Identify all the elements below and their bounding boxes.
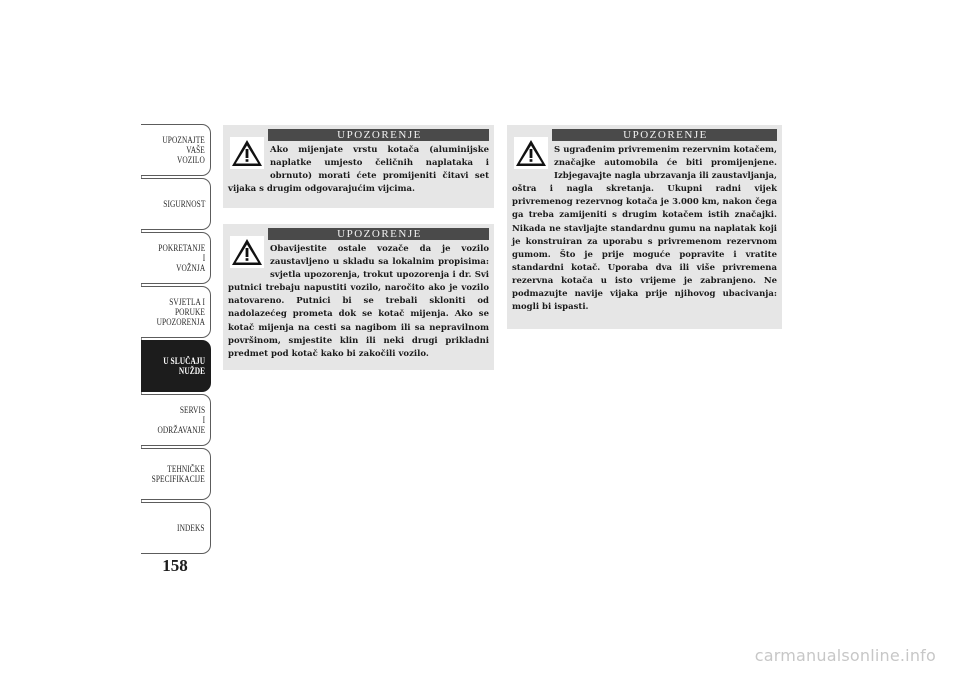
tab-pokretanje-i-voznja[interactable]: [141, 232, 211, 284]
warning-title: UPOZORENJE: [268, 129, 489, 141]
tab-sigurnost[interactable]: [141, 178, 211, 230]
tab-label: TEHNIČKE SPECIFIKACIJE: [151, 464, 205, 484]
warning-text: S ugrađenim privremenim rezervnim kotačem, značajke automobila će biti promijenjene. Izbjegavajte nagla ubrzavanja ili zaustavljanja, oštra i nagla skretanja. Ukupni radni vijek privremenog rezervnog kotača je 3.000 km, nakon čega ga treba zamijeniti s drugim kotačem istih značajki. Nikada ne stavljajte standardnu gumu na naplatak koji je konstruiran za uporabu s privremenom rezervnom gumom. Što je prije moguće popravite i vratite standardni kotač. Uporaba dva ili više privremena rezervna kotača u isto vrijeme je zabranjeno. Ne podmazujte navije vijaka prije njihovog ubacivanja: mogli bi ispasti.: [512, 145, 777, 313]
warning-box-wheel-type: [223, 125, 494, 208]
tab-label: INDEKS: [177, 523, 205, 533]
warning-title: UPOZORENJE: [268, 228, 489, 240]
tab-label: U SLUČAJU NUŽDE: [163, 356, 205, 376]
tab-indeks[interactable]: [141, 502, 211, 554]
tab-u-slucaju-nuzde[interactable]: [141, 340, 211, 392]
tab-label: SIGURNOST: [162, 199, 205, 209]
tab-label: UPOZNAJTE VAŠE VOZILO: [162, 135, 205, 165]
tab-label: SVJETLA I PORUKE UPOZORENJA: [156, 297, 205, 327]
tab-tehnicke-specifikacije[interactable]: [141, 448, 211, 500]
warning-title: UPOZORENJE: [552, 129, 777, 141]
warning-box-temporary-spare: [507, 125, 782, 329]
warning-text: Ako mijenjate vrstu kotača (aluminijske naplatke umjesto čeličnih naplataka i obrnuto) morati ćete promijeniti čitavi set vijaka s drugim odgovarajućim vijcima.: [228, 145, 489, 195]
page-number: 158: [162, 556, 188, 575]
tab-svjetla-i-poruke-upozorenja[interactable]: [141, 286, 211, 338]
warning-box-inform-drivers: [223, 224, 494, 370]
warning-triangle-icon: [230, 137, 264, 169]
tab-upoznajte-vase-vozilo[interactable]: [141, 124, 211, 176]
warning-triangle-icon: [230, 236, 264, 268]
warning-text: Obavijestite ostale vozače da je vozilo zaustavljeno u skladu sa lokalnim propisima: svjetla upozorenja, trokut upozorenja i dr. Svi putnici trebaju napustiti vozilo, naročito ako je vozilo natovareno. Putnici bi se trebali skloniti od nadolazećeg prometa dok se kotač mijenja. Ako se kotač mijenja na cesti sa nagibom ili sa nepravilnom površinom, smjestite klin ili neki drugi prikladni predmet pod kotač kako bi zakočili vozilo.: [228, 244, 489, 359]
warning-triangle-icon: [514, 137, 548, 169]
tab-servis-i-odrzavanje[interactable]: [141, 394, 211, 446]
watermark: carmanualsonline.info: [754, 646, 936, 665]
tab-label: POKRETANJE I VOŽNJA: [158, 243, 205, 273]
tab-label: SERVIS I ODRŽAVANJE: [157, 405, 205, 435]
